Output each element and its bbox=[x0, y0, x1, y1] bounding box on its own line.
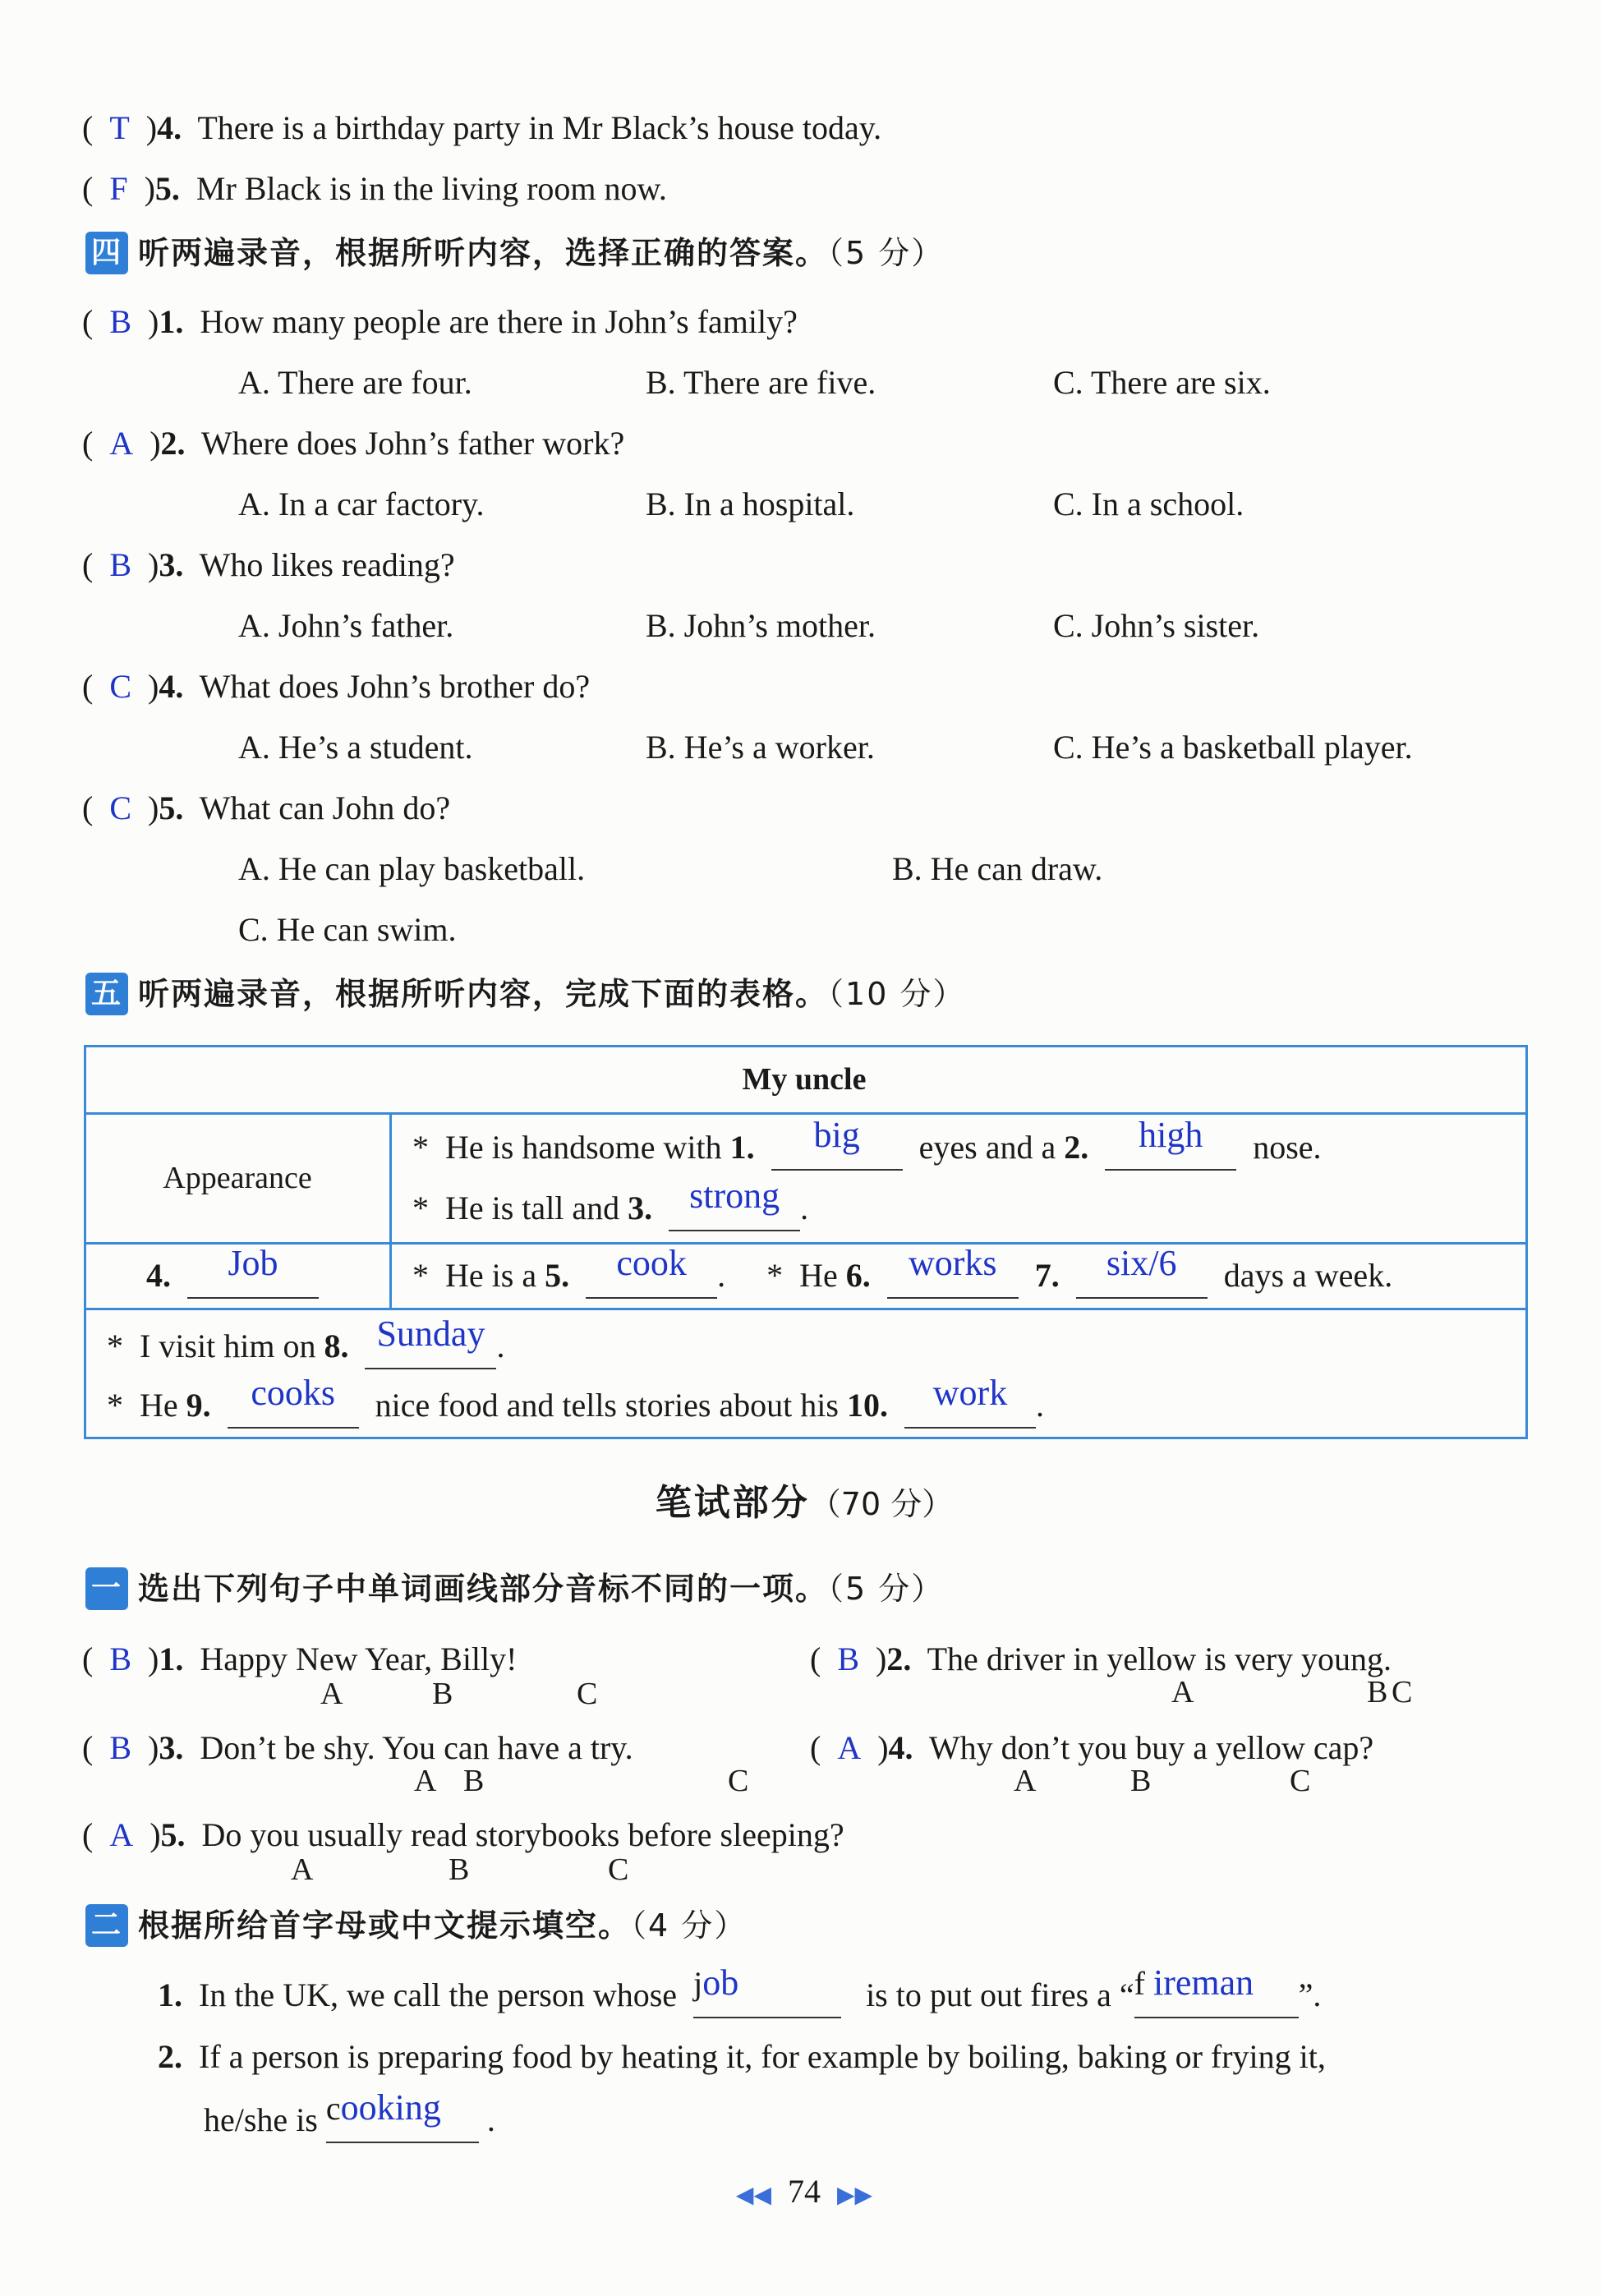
option-letter: B bbox=[1130, 1764, 1152, 1798]
phonics-item-5: ( A )5. Do you usually read storybooks before sleeping? bbox=[82, 1816, 844, 1853]
section-badge: 五 bbox=[85, 973, 128, 1015]
row-divider bbox=[84, 1308, 1528, 1310]
option-letter: C bbox=[728, 1764, 749, 1798]
blank-7: six/6 bbox=[1076, 1254, 1208, 1299]
section-4-header bbox=[85, 232, 944, 274]
answer: A bbox=[837, 1729, 862, 1766]
written-part-title: 笔试部分（70 分） bbox=[655, 1482, 954, 1524]
answer: T bbox=[109, 109, 130, 146]
section-5-header bbox=[85, 973, 965, 1015]
cooks-row: * He 9. cooks nice food and tells stories about his 10. work . bbox=[107, 1383, 1044, 1429]
page-footer bbox=[0, 2169, 1601, 2218]
blank-8: Sunday bbox=[365, 1324, 496, 1369]
mc-question-2: ( A )2. Where does John’s father work? bbox=[82, 425, 625, 462]
blank-5: cook bbox=[586, 1254, 717, 1299]
section-title: 根据所给首字母或中文提示填空。 bbox=[138, 1907, 632, 1944]
fill-blank-job: job bbox=[693, 1973, 841, 2018]
option-a: A. In a car factory. bbox=[238, 485, 485, 522]
question-text: Where does John’s father work? bbox=[200, 425, 625, 462]
phonics-item-4: ( A )4. Why don’t you buy a yellow cap? bbox=[810, 1729, 1374, 1766]
written-section-2-header bbox=[85, 1904, 747, 1947]
option-a: A. John’s father. bbox=[238, 607, 454, 644]
option-letter: A bbox=[1014, 1764, 1037, 1798]
answer: B bbox=[109, 303, 132, 340]
phonics-item-1: ( B )1. Happy New Year, Billy! bbox=[82, 1640, 518, 1677]
page-number: 74 bbox=[788, 2173, 821, 2210]
sentence: The driver in yellow is very young. bbox=[927, 1640, 1392, 1677]
mc-question-4: ( C )4. What does John’s brother do? bbox=[82, 668, 591, 705]
section-title: 听两遍录音，根据所听内容，选择正确的答案。 bbox=[138, 235, 829, 271]
statement: Mr Black is in the living room now. bbox=[196, 170, 667, 207]
option-b: B. John’s mother. bbox=[646, 607, 876, 644]
answer: C bbox=[109, 668, 132, 705]
sentence: Do you usually read storybooks before sleeping? bbox=[201, 1816, 844, 1853]
section-points: （4 分） bbox=[631, 1907, 748, 1944]
answer: B bbox=[109, 1640, 132, 1677]
blank-6: works bbox=[887, 1254, 1019, 1299]
section-title: 选出下列句子中单词画线部分音标不同的一项。 bbox=[138, 1571, 829, 1607]
option-letter: A bbox=[1171, 1675, 1194, 1709]
blank-9: cooks bbox=[228, 1383, 359, 1429]
fill-question-2-cont: he/she is cooking . bbox=[204, 2098, 495, 2143]
visit-row: * I visit him on 8. Sunday . bbox=[107, 1324, 504, 1369]
section-badge: 四 bbox=[85, 232, 128, 274]
section-badge: 一 bbox=[85, 1567, 128, 1610]
appearance-row-1: * He is handsome with 1. big eyes and a 2. high nose. bbox=[412, 1125, 1322, 1171]
option-letter: C bbox=[1392, 1675, 1413, 1709]
blank-1: big bbox=[771, 1125, 903, 1171]
section-points: （10 分） bbox=[828, 976, 966, 1012]
answer: F bbox=[109, 170, 128, 207]
blank-3: strong bbox=[669, 1186, 800, 1231]
appearance-row-2: * He is tall and 3. strong . bbox=[412, 1186, 808, 1231]
fill-blank-cooking: cooking bbox=[326, 2098, 479, 2143]
option-c: C. John’s sister. bbox=[1053, 607, 1260, 644]
option-letter: B bbox=[432, 1677, 453, 1711]
option-letter: B bbox=[449, 1852, 470, 1887]
question-text: How many people are there in John’s family? bbox=[200, 303, 798, 340]
next-arrows-icon: ▶▶ bbox=[837, 2181, 873, 2208]
column-divider bbox=[389, 1112, 392, 1309]
answer: B bbox=[109, 546, 132, 583]
tf-item-5: ( F )5. Mr Black is in the living room now. bbox=[82, 170, 667, 207]
answer: A bbox=[109, 1816, 134, 1853]
option-c: C. He’s a basketball player. bbox=[1053, 729, 1413, 766]
written-section-1-header bbox=[85, 1567, 944, 1610]
sentence: Happy New Year, Billy! bbox=[200, 1640, 518, 1677]
answer: B bbox=[837, 1640, 860, 1677]
option-letter: C bbox=[577, 1677, 598, 1711]
phonics-item-2: ( B )2. The driver in yellow is very young. bbox=[810, 1640, 1392, 1677]
section-points: （5 分） bbox=[828, 1571, 945, 1607]
option-c: C. He can swim. bbox=[238, 911, 457, 948]
option-b: B. He’s a worker. bbox=[646, 729, 875, 766]
option-a: A. He can play basketball. bbox=[238, 850, 586, 887]
job-cell: 4. Job bbox=[146, 1254, 319, 1299]
option-letter: C bbox=[1290, 1764, 1311, 1798]
mc-question-1: ( B )1. How many people are there in John’s family? bbox=[82, 303, 798, 340]
option-letter: C bbox=[608, 1852, 629, 1887]
answer: C bbox=[109, 789, 132, 826]
job-row: * He is a 5. cook . * He 6. works 7. six/6 days a week. bbox=[412, 1254, 1392, 1299]
option-letter: A bbox=[291, 1852, 314, 1887]
section-title: 听两遍录音，根据所听内容，完成下面的表格。 bbox=[138, 976, 829, 1012]
phonics-item-3: ( B )3. Don’t be shy. You can have a try. bbox=[82, 1729, 633, 1766]
section-badge: 二 bbox=[85, 1904, 128, 1947]
option-letter: B bbox=[1367, 1675, 1388, 1709]
option-letter: A bbox=[414, 1764, 437, 1798]
option-c: C. In a school. bbox=[1053, 485, 1244, 522]
option-c: C. There are six. bbox=[1053, 364, 1271, 401]
table-title: My uncle bbox=[742, 1062, 867, 1097]
fill-question-1: 1. In the UK, we call the person whose job is to put out fires a “f ireman ”. bbox=[158, 1973, 1321, 2018]
question-text: What does John’s brother do? bbox=[199, 668, 591, 705]
answer: B bbox=[109, 1729, 132, 1766]
mc-question-3: ( B )3. Who likes reading? bbox=[82, 546, 455, 583]
blank-10: work bbox=[904, 1383, 1036, 1429]
sentence: Why don’t you buy a yellow cap? bbox=[928, 1729, 1374, 1766]
row-divider bbox=[84, 1242, 1528, 1245]
option-a: A. There are four. bbox=[238, 364, 472, 401]
tf-item-4: ( T )4. There is a birthday party in Mr Black’s house today. bbox=[82, 109, 882, 146]
statement: There is a birthday party in Mr Black’s house today. bbox=[197, 109, 882, 146]
option-b: B. He can draw. bbox=[892, 850, 1103, 887]
blank-4: Job bbox=[187, 1254, 319, 1299]
blank-2: high bbox=[1105, 1125, 1236, 1171]
option-a: A. He’s a student. bbox=[238, 729, 473, 766]
prev-arrows-icon: ◀◀ bbox=[735, 2181, 771, 2208]
option-b: B. In a hospital. bbox=[646, 485, 855, 522]
row-divider bbox=[84, 1112, 1528, 1115]
option-b: B. There are five. bbox=[646, 364, 876, 401]
mc-question-5: ( C )5. What can John do? bbox=[82, 789, 451, 826]
fill-question-2: 2. If a person is preparing food by heating it, for example by boiling, baking or frying it, bbox=[158, 2038, 1326, 2075]
fill-blank-fireman: f ireman bbox=[1134, 1973, 1299, 2018]
sentence: Don’t be shy. You can have a try. bbox=[200, 1729, 633, 1766]
appearance-label: Appearance bbox=[163, 1161, 312, 1195]
question-text: Who likes reading? bbox=[199, 546, 455, 583]
section-points: （5 分） bbox=[828, 235, 945, 271]
option-letter: B bbox=[463, 1764, 485, 1798]
answer: A bbox=[109, 425, 134, 462]
question-text: What can John do? bbox=[199, 789, 451, 826]
option-letter: A bbox=[320, 1677, 343, 1711]
